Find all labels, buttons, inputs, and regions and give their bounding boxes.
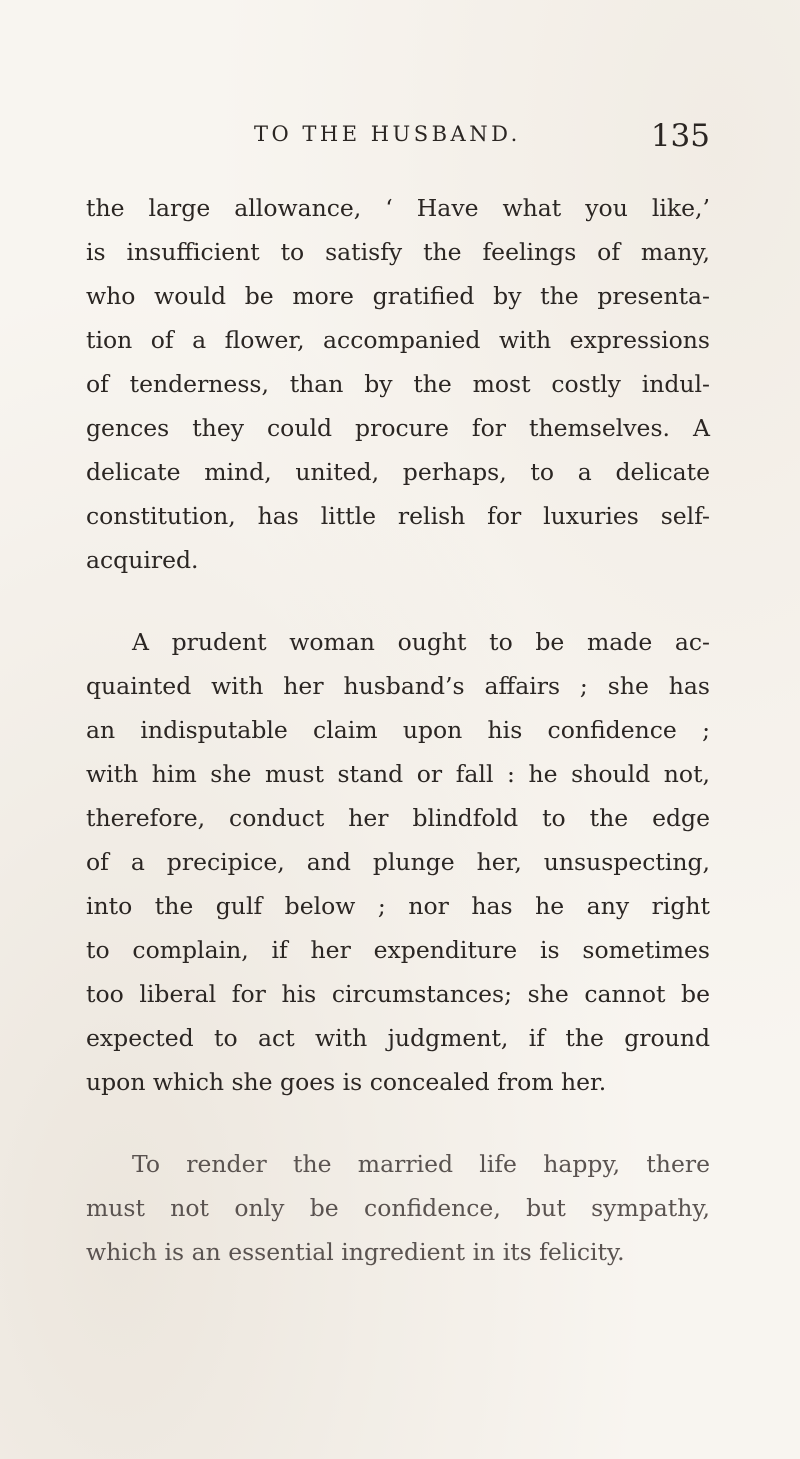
text-line: of a precipice, and plunge her, unsuspecting, <box>86 848 710 876</box>
text-line: quainted with her husband’s affairs ; she has <box>86 672 710 700</box>
text-line: upon which she goes is concealed from her. <box>86 1068 607 1096</box>
text-line: too liberal for his circumstances; she cannot be <box>86 980 710 1008</box>
body-text <box>86 186 710 1274</box>
page-number: 135 <box>650 118 710 154</box>
text-line: gences they could procure for themselves. A <box>86 414 710 442</box>
paragraph-1 <box>86 186 710 582</box>
text-line: acquired. <box>86 546 199 574</box>
text-line: who would be more gratified by the presenta- <box>86 282 710 310</box>
text-line: is insufficient to satisfy the feelings of many, <box>86 238 710 266</box>
text-line: expected to act with judgment, if the ground <box>86 1024 710 1052</box>
running-title: TO THE HUSBAND. <box>254 122 521 146</box>
paragraph-2 <box>86 620 710 1104</box>
text-line: an indisputable claim upon his confidence ; <box>86 716 710 744</box>
text-line: the large allowance, ‘ Have what you like,’ <box>86 194 710 222</box>
text-line: of tenderness, than by the most costly indul- <box>86 370 710 398</box>
text-line: to complain, if her expenditure is sometimes <box>86 936 710 964</box>
text-line: To render the married life happy, there <box>132 1150 710 1178</box>
paragraph-3 <box>86 1142 710 1274</box>
text-line: with him she must stand or fall : he should not, <box>86 760 710 788</box>
page-header <box>254 118 710 158</box>
text-line: constitution, has little relish for luxuries self- <box>86 502 710 530</box>
text-line: A prudent woman ought to be made ac- <box>132 628 710 656</box>
text-line: therefore, conduct her blindfold to the edge <box>86 804 710 832</box>
text-line: which is an essential ingredient in its felicity. <box>86 1238 625 1266</box>
text-line: tion of a flower, accompanied with expressions <box>86 326 710 354</box>
text-line: into the gulf below ; nor has he any right <box>86 892 710 920</box>
text-line: must not only be confidence, but sympathy, <box>86 1194 710 1222</box>
text-line: delicate mind, united, perhaps, to a delicate <box>86 458 710 486</box>
